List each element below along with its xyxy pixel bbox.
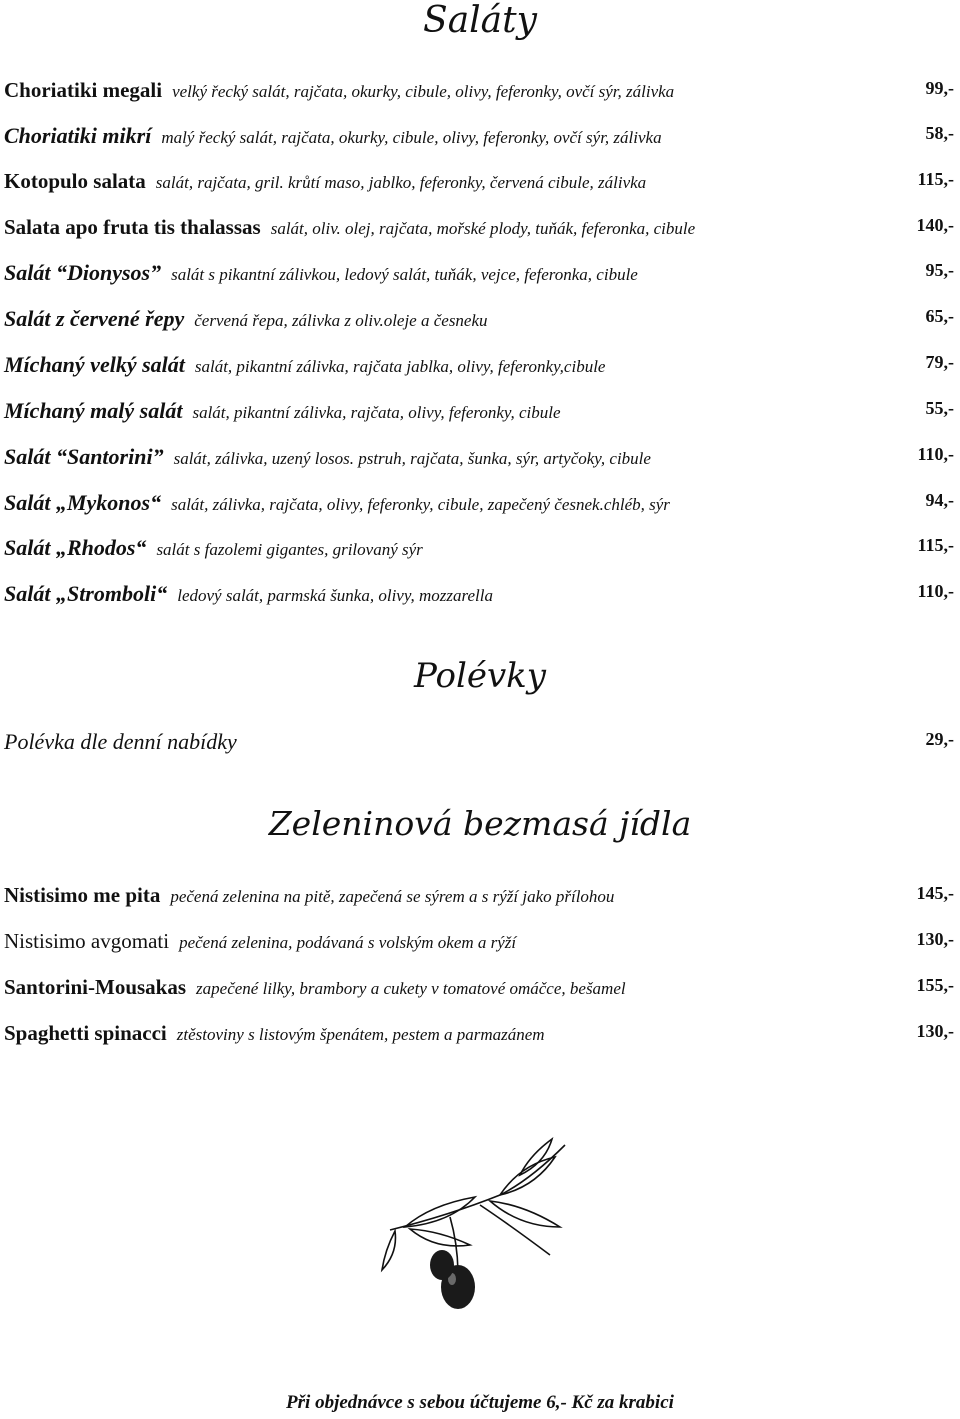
item-description: zapečené lilky, brambory a cukety v tomatové omáčce, bešamel (196, 979, 626, 998)
footer-note: Při objednávce s sebou účtujeme 6,- Kč za krabici (286, 1392, 674, 1413)
item-name: Salát z červené řepy červená řepa, zálivka z oliv.oleje a česneku (4, 306, 488, 331)
item-price: 115,- (917, 169, 954, 189)
item-price: 145,- (916, 883, 954, 903)
item-name: Míchaný velký salát salát, pikantní zálivka, rajčata jablka, olivy, feferonky,cibule (4, 352, 606, 377)
item-price: 95,- (925, 260, 954, 280)
item-description: pečená zelenina na pitě, zapečená se sýrem a s rýží jako přílohou (170, 887, 615, 906)
item-description: salát s pikantní zálivkou, ledový salát, tuňák, vejce, feferonka, cibule (171, 265, 638, 284)
item-price: 94,- (925, 490, 954, 510)
menu-item (4, 490, 954, 524)
menu-item (4, 398, 954, 432)
section-title-vegetarian: Zeleninová bezmasá jídla (268, 804, 692, 843)
item-description: salát, pikantní zálivka, rajčata jablka, olivy, feferonky,cibule (194, 357, 606, 376)
item-price: 140,- (916, 215, 954, 235)
item-name: Kotopulo salata salát, rajčata, gril. krůtí maso, jablko, feferonky, červená cibule, zálivka (4, 169, 647, 193)
item-name: Salata apo fruta tis thalassas salát, oliv. olej, rajčata, mořské plody, tuňák, feferonka, cibule (4, 215, 696, 239)
section-title-salads: Saláty (423, 0, 537, 41)
olive-branch-icon (380, 1135, 570, 1320)
item-description: salát, rajčata, gril. krůtí maso, jablko, feferonky, červená cibule, zálivka (155, 173, 647, 192)
item-name: Nistisimo avgomati pečená zelenina, podávaná s volským okem a rýží (4, 929, 517, 953)
item-price: 130,- (916, 1021, 954, 1041)
menu-item (4, 444, 954, 478)
item-price: 110,- (917, 444, 954, 464)
menu-item (4, 352, 954, 386)
item-description: salát, zálivka, uzený losos. pstruh, rajčata, šunka, sýr, artyčoky, cibule (173, 449, 651, 468)
item-price: 79,- (925, 352, 954, 372)
item-name: Choriatiki megali velký řecký salát, rajčata, okurky, cibule, olivy, feferonky, ovčí sýr, zálivka (4, 78, 675, 102)
item-description: salát, zálivka, rajčata, olivy, feferonky, cibule, zapečený česnek.chléb, sýr (171, 495, 670, 514)
item-name: Salát “Dionysos” salát s pikantní zálivkou, ledový salát, tuňák, vejce, feferonka, cibule (4, 260, 638, 285)
menu-item (4, 215, 954, 249)
menu-item (4, 123, 954, 157)
menu-item (4, 729, 954, 763)
menu-item (4, 581, 954, 615)
item-name: Choriatiki mikrí malý řecký salát, rajčata, okurky, cibule, olivy, feferonky, ovčí sýr, zálivka (4, 123, 662, 148)
item-price: 115,- (917, 535, 954, 555)
item-price: 99,- (925, 78, 954, 98)
item-description: červená řepa, zálivka z oliv.oleje a česneku (194, 311, 488, 330)
menu-item (4, 260, 954, 294)
section-title-soups: Polévky (414, 656, 546, 696)
menu-item (4, 929, 954, 963)
menu-item (4, 975, 954, 1009)
item-name: Míchaný malý salát salát, pikantní zálivka, rajčata, olivy, feferonky, cibule (4, 398, 561, 423)
menu-item (4, 883, 954, 917)
menu-item (4, 535, 954, 569)
menu-item (4, 306, 954, 340)
item-description: ztěstoviny s listovým špenátem, pestem a parmazánem (176, 1025, 545, 1044)
item-price: 55,- (925, 398, 954, 418)
item-description: salát, oliv. olej, rajčata, mořské plody, tuňák, feferonka, cibule (270, 219, 696, 238)
item-price: 65,- (925, 306, 954, 326)
item-price: 110,- (917, 581, 954, 601)
item-description: malý řecký salát, rajčata, okurky, cibule, olivy, feferonky, ovčí sýr, zálivka (161, 128, 662, 147)
menu-item (4, 169, 954, 203)
item-name: Salát „Rhodos“ salát s fazolemi gigantes, grilovaný sýr (4, 535, 423, 560)
item-name: Salát “Santorini” salát, zálivka, uzený losos. pstruh, rajčata, šunka, sýr, artyčoky, cibule (4, 444, 651, 469)
item-name: Salát „Mykonos“ salát, zálivka, rajčata, olivy, feferonky, cibule, zapečený česnek.chléb, sýr (4, 490, 670, 515)
item-description: salát s fazolemi gigantes, grilovaný sýr (156, 540, 423, 559)
item-description: salát, pikantní zálivka, rajčata, olivy, feferonky, cibule (192, 403, 561, 422)
item-price: 58,- (925, 123, 954, 143)
item-description: velký řecký salát, rajčata, okurky, cibule, olivy, feferonky, ovčí sýr, zálivka (172, 82, 675, 101)
item-name: Nistisimo me pita pečená zelenina na pitě, zapečená se sýrem a s rýží jako přílohou (4, 883, 615, 907)
item-name: Polévka dle denní nabídky (4, 729, 237, 754)
item-description: ledový salát, parmská šunka, olivy, mozzarella (177, 586, 493, 605)
item-price: 155,- (916, 975, 954, 995)
menu-item (4, 78, 954, 112)
item-price: 29,- (925, 729, 954, 749)
item-description: pečená zelenina, podávaná s volským okem a rýží (179, 933, 517, 952)
item-name: Santorini-Mousakas zapečené lilky, brambory a cukety v tomatové omáčce, bešamel (4, 975, 626, 999)
item-name: Salát „Stromboli“ ledový salát, parmská šunka, olivy, mozzarella (4, 581, 493, 606)
item-name: Spaghetti spinacci ztěstoviny s listovým špenátem, pestem a parmazánem (4, 1021, 545, 1045)
item-price: 130,- (916, 929, 954, 949)
menu-item (4, 1021, 954, 1055)
